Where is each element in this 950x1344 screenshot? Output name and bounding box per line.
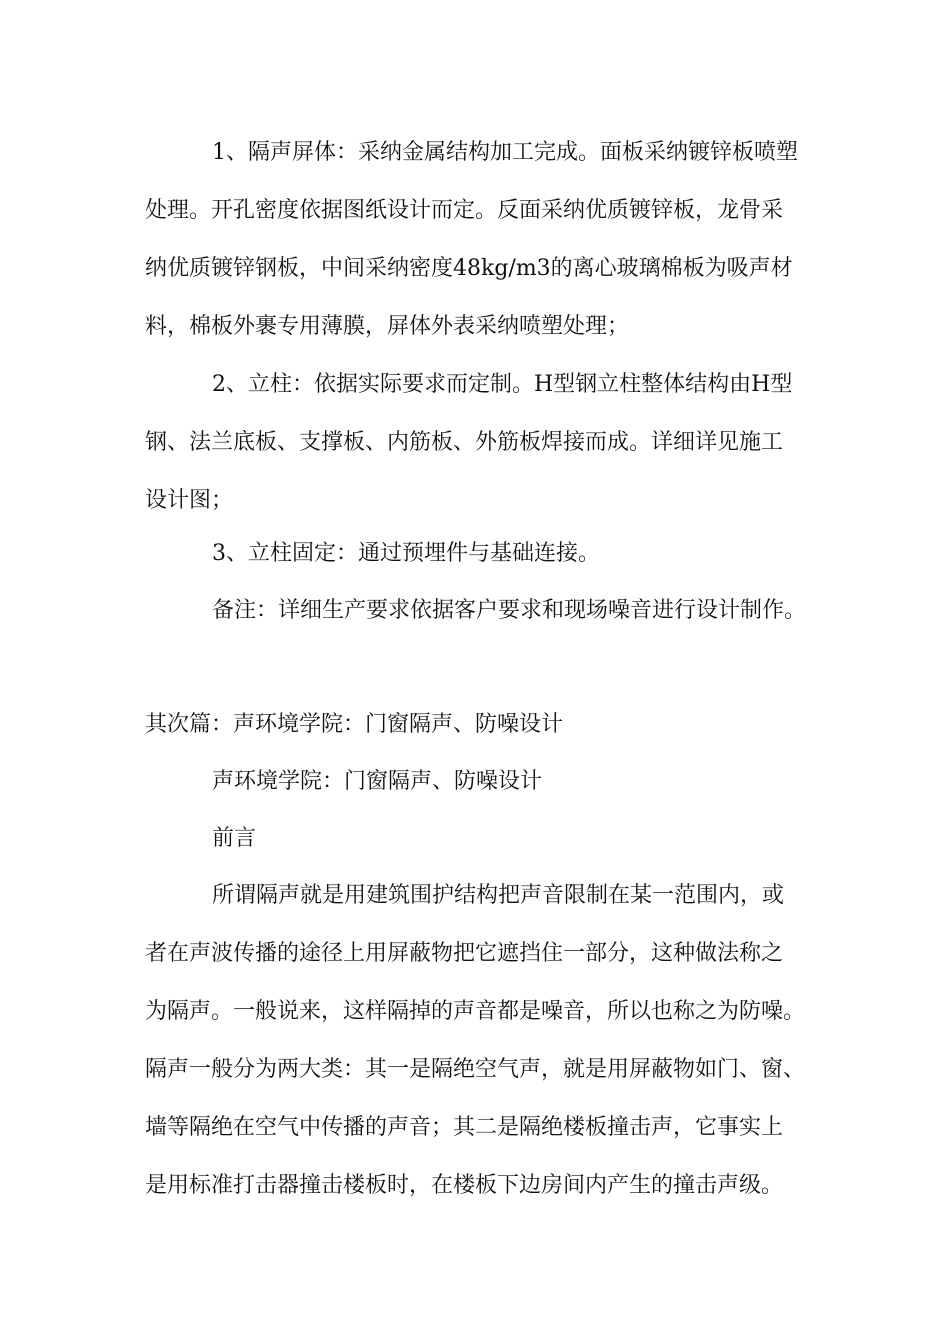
paragraph-line: 所谓隔声就是用建筑围护结构把声音限制在某一范围内，或: [212, 883, 785, 908]
section-subheading: 声环境学院：门窗隔声、防噪设计: [212, 769, 543, 794]
paragraph-line: 是用标准打击器撞击楼板时，在楼板下边房间内产生的撞击声级。: [145, 1173, 784, 1198]
paragraph-line: 处理。开孔密度依据图纸设计而定。反面采纳优质镀锌板，龙骨采: [145, 198, 784, 223]
section-heading: 其次篇：声环境学院：门窗隔声、防噪设计: [145, 712, 564, 737]
paragraph-line: 隔声一般分为两大类：其一是隔绝空气声，就是用屏蔽物如门、窗、: [145, 1057, 806, 1082]
paragraph-line: 3、立柱固定：通过预埋件与基础连接。: [212, 541, 600, 566]
preface-heading: 前言: [212, 826, 257, 851]
paragraph-line: 为隔声。一般说来，这样隔掉的声音都是噪音，所以也称之为防噪。: [145, 999, 806, 1024]
paragraph-line: 纳优质镀锌钢板，中间采纳密度48kg/m3的离心玻璃棉板为吸声材: [145, 256, 793, 281]
paragraph-line: 2、立柱：依据实际要求而定制。H型钢立柱整体结构由H型: [212, 372, 793, 397]
paragraph-line: 钢、法兰底板、支撑板、内筋板、外筋板焊接而成。详细详见施工: [145, 430, 784, 455]
paragraph-line: 墙等隔绝在空气中传播的声音；其二是隔绝楼板撞击声，它事实上: [145, 1115, 784, 1140]
paragraph-line: 1、隔声屏体：采纳金属结构加工完成。面板采纳镀锌板喷塑: [212, 140, 798, 165]
paragraph-line: 设计图；: [145, 488, 234, 513]
paragraph-line: 料，棉板外裹专用薄膜，屏体外表采纳喷塑处理；: [145, 314, 630, 339]
paragraph-line: 者在声波传播的途径上用屏蔽物把它遮挡住一部分，这种做法称之: [145, 941, 784, 966]
note-line: 备注：详细生产要求依据客户要求和现场噪音进行设计制作。: [212, 598, 807, 623]
